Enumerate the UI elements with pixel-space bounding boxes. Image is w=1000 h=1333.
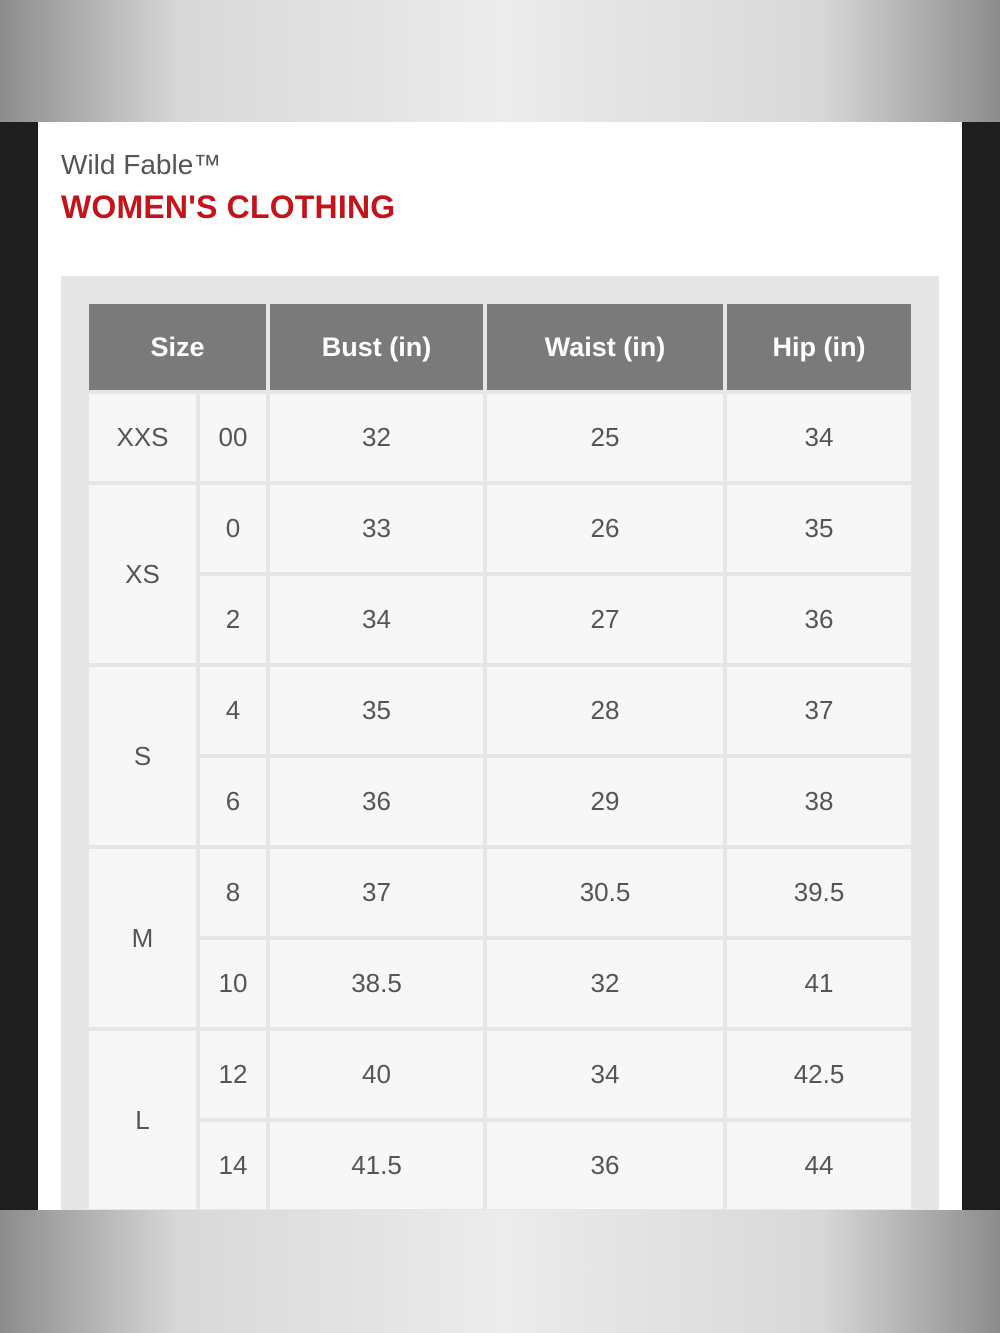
size-number-cell: 8 bbox=[200, 849, 266, 936]
header-bust: Bust (in) bbox=[270, 304, 483, 390]
bust-cell: 32 bbox=[270, 394, 483, 481]
waist-cell: 25 bbox=[487, 394, 723, 481]
size-chart-sheet bbox=[38, 122, 962, 1210]
size-letter-cell: L bbox=[89, 1031, 196, 1209]
top-blur-band bbox=[0, 0, 1000, 122]
header-waist: Waist (in) bbox=[487, 304, 723, 390]
size-number-cell: 10 bbox=[200, 940, 266, 1027]
hip-cell: 38 bbox=[727, 758, 911, 845]
waist-cell: 34 bbox=[487, 1031, 723, 1118]
header-hip: Hip (in) bbox=[727, 304, 911, 390]
size-number-cell: 6 bbox=[200, 758, 266, 845]
section-heading: WOMEN'S CLOTHING bbox=[61, 189, 396, 225]
hip-cell: 44 bbox=[727, 1122, 911, 1209]
waist-cell: 29 bbox=[487, 758, 723, 845]
header-size: Size bbox=[89, 304, 266, 390]
waist-cell: 30.5 bbox=[487, 849, 723, 936]
waist-cell: 36 bbox=[487, 1122, 723, 1209]
bust-cell: 38.5 bbox=[270, 940, 483, 1027]
hip-cell: 34 bbox=[727, 394, 911, 481]
size-letter-cell: M bbox=[89, 849, 196, 1027]
size-number-cell: 00 bbox=[200, 394, 266, 481]
bust-cell: 41.5 bbox=[270, 1122, 483, 1209]
right-dark-edge bbox=[962, 122, 1000, 1210]
size-letter-cell: S bbox=[89, 667, 196, 845]
hip-cell: 37 bbox=[727, 667, 911, 754]
bottom-blur-band bbox=[0, 1210, 1000, 1333]
size-letter-cell: XXS bbox=[89, 394, 196, 481]
size-table bbox=[61, 276, 939, 1210]
hip-cell: 39.5 bbox=[727, 849, 911, 936]
waist-cell: 32 bbox=[487, 940, 723, 1027]
bust-cell: 37 bbox=[270, 849, 483, 936]
bust-cell: 35 bbox=[270, 667, 483, 754]
bust-cell: 36 bbox=[270, 758, 483, 845]
size-number-cell: 2 bbox=[200, 576, 266, 663]
size-number-cell: 12 bbox=[200, 1031, 266, 1118]
left-dark-edge bbox=[0, 122, 38, 1210]
size-number-cell: 0 bbox=[200, 485, 266, 572]
waist-cell: 27 bbox=[487, 576, 723, 663]
hip-cell: 36 bbox=[727, 576, 911, 663]
size-letter-cell: XS bbox=[89, 485, 196, 663]
hip-cell: 42.5 bbox=[727, 1031, 911, 1118]
bust-cell: 33 bbox=[270, 485, 483, 572]
waist-cell: 28 bbox=[487, 667, 723, 754]
brand-name: Wild Fable™ bbox=[61, 149, 222, 180]
bust-cell: 40 bbox=[270, 1031, 483, 1118]
size-number-cell: 4 bbox=[200, 667, 266, 754]
bust-cell: 34 bbox=[270, 576, 483, 663]
waist-cell: 26 bbox=[487, 485, 723, 572]
hip-cell: 35 bbox=[727, 485, 911, 572]
size-number-cell: 14 bbox=[200, 1122, 266, 1209]
hip-cell: 41 bbox=[727, 940, 911, 1027]
